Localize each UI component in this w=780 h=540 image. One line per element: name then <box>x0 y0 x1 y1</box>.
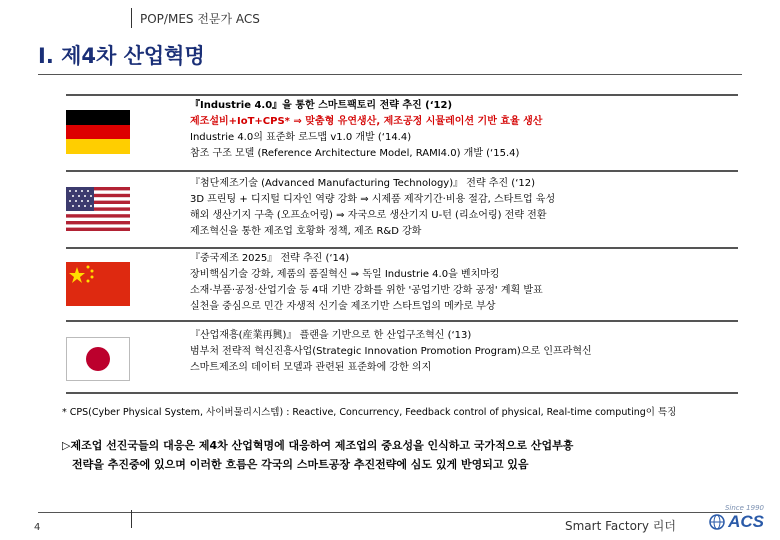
china-flag-icon <box>66 262 130 306</box>
germany-line: 제조설비+IoT+CPS* ⇒ 맞춤형 유연생산, 제조공정 시뮬레이션 기반 효율 생산 <box>190 116 543 127</box>
cps-footnote: * CPS(Cyber Physical System, 사이버물리시스템) : Reactive, Concurrency, Feedback control of physical, Real-time computing이 특징 <box>62 407 677 418</box>
header-text: POP/MES 전문가 ACS <box>140 12 260 26</box>
germany-line: 참조 구조 모델 (Reference Architecture Model, RAMI4.0) 개발 (‘15.4) <box>190 148 520 159</box>
china-line: 장비핵심기술 강화, 제품의 품질혁신 ⇒ 독일 Industrie 4.0을 벤치마킹 <box>190 269 500 280</box>
china-line: 소재·부품·공정·산업기술 등 4대 기반 강화를 위한 '공업기반 강화 공정' 계획 발표 <box>190 285 543 296</box>
globe-icon <box>709 514 725 530</box>
japan-line: 『산업재흥(産業再興)』 플랜을 기반으로 한 산업구조혁신 (‘13) <box>190 330 472 341</box>
summary-paragraph <box>62 436 573 474</box>
header-divider <box>131 8 132 28</box>
section-divider <box>66 320 738 322</box>
section-divider <box>66 170 738 172</box>
usa-flag-icon <box>66 187 130 231</box>
germany-line: 『Industrie 4.0』을 통한 스마트팩토리 전략 추진 (‘12) <box>190 100 453 111</box>
title-divider <box>38 74 742 75</box>
footer-text: Smart Factory 리더 <box>565 519 676 533</box>
usa-section <box>190 176 730 240</box>
footer-bar <box>131 510 132 528</box>
usa-line: 해외 생산기지 구축 (오프쇼어링) ⇒ 자국으로 생산기지 U-턴 (리쇼어링) 전략 전환 <box>190 210 547 221</box>
footer-divider <box>38 512 742 513</box>
acs-logo <box>702 504 764 538</box>
japan-section <box>190 328 730 376</box>
china-line: 『중국제조 2025』 전략 추진 (‘14) <box>190 253 350 264</box>
section-divider <box>66 94 738 96</box>
section-divider <box>66 392 738 394</box>
logo-text: ACS <box>728 512 764 531</box>
japan-line: 스마트제조의 데이터 모델과 관련된 표준화에 강한 의지 <box>190 362 432 373</box>
germany-section <box>190 98 730 162</box>
usa-line: 『첨단제조기술 (Advanced Manufacturing Technology)』 전략 추진 (‘12) <box>190 178 536 189</box>
page-title: I. 제4차 산업혁명 <box>38 44 205 68</box>
section-divider <box>66 247 738 249</box>
summary-line: 전략을 추진중에 있으며 이러한 흐름은 각국의 스마트공장 추진전략에 심도 있게 반영되고 있음 <box>72 458 529 471</box>
usa-line: 제조혁신을 통한 제조업 호황화 정책, 제조 R&D 강화 <box>190 226 422 237</box>
japan-flag-icon <box>66 337 130 381</box>
china-line: 실천을 중심으로 민간 자생적 신기술 제조기반 스타트업의 메카로 부상 <box>190 301 496 312</box>
logo-tagline: Since 1990 <box>724 504 764 512</box>
japan-line: 범부처 전략적 혁신진흥사업(Strategic Innovation Promotion Program)으로 인프라혁신 <box>190 346 592 357</box>
china-section <box>190 251 730 315</box>
germany-flag-icon <box>66 110 130 154</box>
usa-line: 3D 프린팅 + 디지털 디자인 역량 강화 ⇒ 시제품 제작기간·비용 절감, 스타트업 육성 <box>190 194 556 205</box>
germany-line: Industrie 4.0의 표준화 로드맵 v1.0 개발 (‘14.4) <box>190 132 412 143</box>
summary-line: ▷제조업 선진국들의 대응은 제4차 산업혁명에 대응하여 제조업의 중요성을 인식하고 국가적으로 산업부흥 <box>62 439 574 452</box>
page-number: 4 <box>34 522 41 533</box>
